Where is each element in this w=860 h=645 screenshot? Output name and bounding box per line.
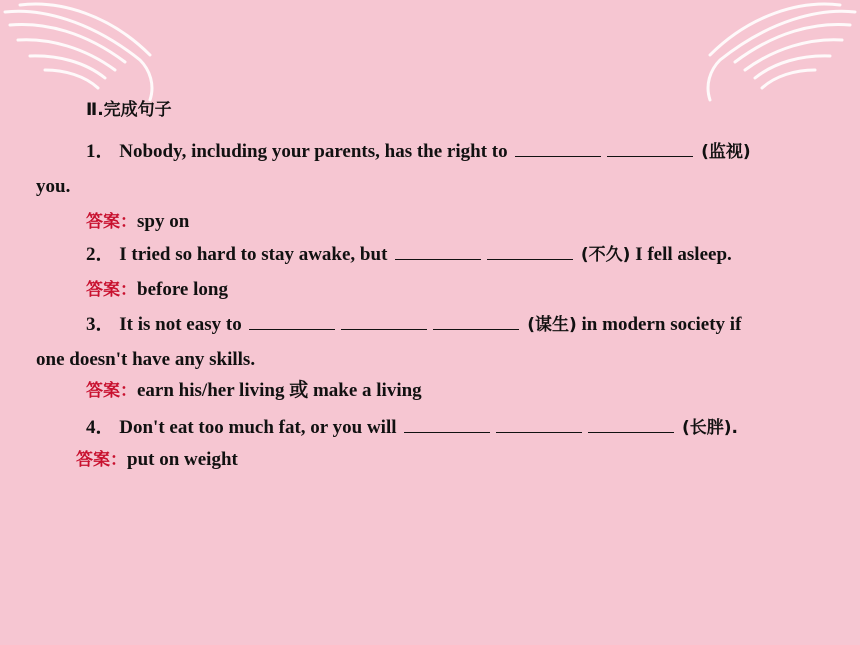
- answer-4-label: 答案：: [76, 450, 127, 470]
- answer-1: [86, 211, 189, 233]
- blank: [433, 313, 519, 330]
- answer-2-label: 答案：: [86, 280, 137, 300]
- question-1-hint: (监视): [701, 142, 751, 162]
- question-3-number: 3．: [86, 314, 115, 335]
- section-heading: Ⅱ.完成句子: [86, 100, 172, 120]
- answer-4-text: put on weight: [127, 449, 238, 470]
- question-2-number: 2．: [86, 244, 115, 265]
- right-wing-decoration: [690, 0, 860, 110]
- answer-1-label: 答案：: [86, 212, 137, 232]
- blank: [404, 416, 490, 433]
- question-4-text: Don't eat too much fat, or you will: [119, 417, 397, 438]
- question-2-text: I tried so hard to stay awake, but: [119, 244, 388, 265]
- question-3: [86, 313, 741, 336]
- blank: [341, 313, 427, 330]
- blank: [515, 140, 601, 157]
- answer-3-label: 答案：: [86, 381, 137, 401]
- blank: [607, 140, 693, 157]
- question-1-continuation: you.: [36, 176, 71, 197]
- question-3-text: It is not easy to: [119, 314, 242, 335]
- blank: [496, 416, 582, 433]
- answer-3: [86, 380, 422, 402]
- question-1-number: 1．: [86, 141, 115, 162]
- answer-3-text: earn his/her living 或 make a living: [137, 380, 422, 401]
- blank: [588, 416, 674, 433]
- blank: [249, 313, 335, 330]
- blank: [395, 243, 481, 260]
- answer-2-text: before long: [137, 279, 228, 300]
- question-4-number: 4．: [86, 417, 115, 438]
- question-3-hint: (谋生): [527, 315, 577, 335]
- left-wing-decoration: [0, 0, 170, 110]
- blank: [487, 243, 573, 260]
- question-4-hint: (长胖).: [682, 418, 739, 438]
- question-2: [86, 243, 732, 266]
- answer-4: [76, 449, 238, 471]
- answer-2: [86, 279, 228, 301]
- question-4: [86, 416, 738, 439]
- question-1: [86, 140, 751, 163]
- question-2-text-after: I fell asleep.: [635, 244, 732, 265]
- question-3-continuation: one doesn't have any skills.: [36, 349, 256, 370]
- answer-1-text: spy on: [137, 211, 190, 232]
- question-1-text: Nobody, including your parents, has the right to: [119, 141, 508, 162]
- question-2-hint: (不久): [580, 245, 631, 265]
- question-3-text-after: in modern society if: [581, 314, 742, 335]
